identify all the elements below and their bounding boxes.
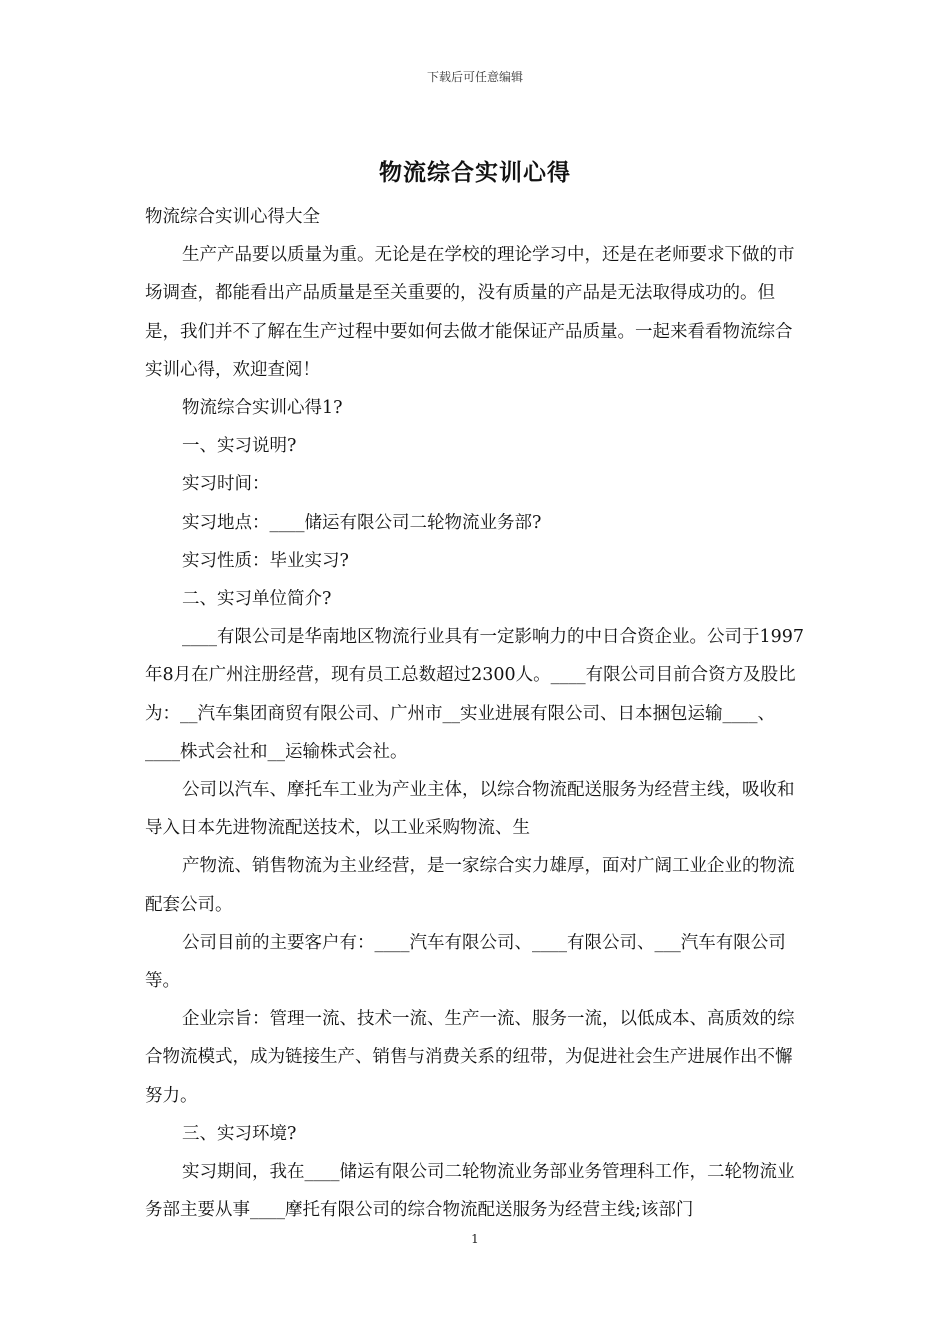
section-heading: 一、实习说明?: [182, 436, 297, 457]
section-heading: 三、实习环境?: [182, 1123, 297, 1144]
paragraph: ____有限公司是华南地区物流行业具有一定影响力的中日合资企业。公司于1997年8月在广州注册经营，现有员工总数超过2300人。____有限公司目前合资方及股比为：__汽车集团商贸有限公司、广州市__实业进展有限公司、日本捆包运输____、____株式会社和__运输株式会社。: [145, 627, 805, 762]
section-heading: 物流综合实训心得1?: [182, 398, 343, 419]
paragraph: 公司目前的主要客户有：____汽车有限公司、____有限公司、___汽车有限公司等。: [145, 932, 786, 992]
paragraph: 物流综合实训心得大全: [145, 207, 320, 227]
paragraph: 公司以汽车、摩托车工业为产业主体，以综合物流配送服务为经营主线，吸收和导入日本先进物流配送技术，以工业采购物流、生: [145, 780, 795, 839]
document-title: 物流综合实训心得: [379, 159, 571, 186]
paragraph: 实习地点：____储运有限公司二轮物流业务部?: [182, 512, 542, 533]
paragraph: 产物流、销售物流为主业经营，是一家综合实力雄厚，面对广阔工业企业的物流配套公司。: [145, 856, 795, 915]
paragraph: 实习性质：毕业实习?: [182, 550, 349, 571]
document-body: [145, 198, 809, 1229]
paragraph: 实习时间：: [182, 474, 270, 495]
page-number: 1: [471, 1232, 479, 1246]
page-header-note: 下载后可任意编辑: [426, 70, 523, 84]
paragraph: 企业宗旨：管理一流、技术一流、生产一流、服务一流，以低成本、高质效的综合物流模式，成为链接生产、销售与消费关系的纽带，为促进社会生产进展作出不懈努力。: [145, 1009, 795, 1106]
paragraph: 生产产品要以质量为重。无论是在学校的理论学习中，还是在老师要求下做的市场调查，都能看出产品质量是至关重要的，没有质量的产品是无法取得成功的。但是，我们并不了解在生产过程中要如何去做才能保证产品质量。一起来看看物流综合实训心得，欢迎查阅！: [145, 245, 795, 380]
paragraph: 实习期间，我在____储运有限公司二轮物流业务部业务管理科工作，二轮物流业务部主要从事____摩托有限公司的综合物流配送服务为经营主线;该部门: [145, 1162, 795, 1221]
section-heading: 二、实习单位简介?: [182, 589, 332, 610]
